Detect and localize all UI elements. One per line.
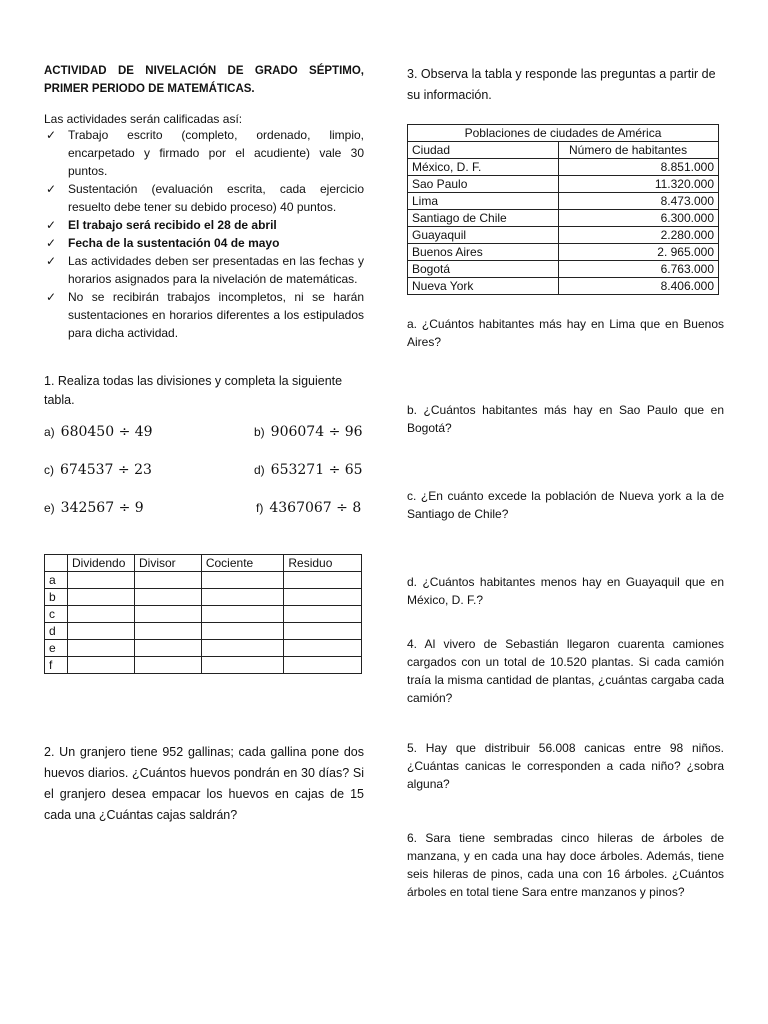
table-row: d	[45, 623, 362, 640]
table-row: Guayaquil 2.280.000	[408, 227, 719, 244]
division-exercises	[44, 424, 364, 544]
table-row: Bogotá 6.763.000	[408, 261, 719, 278]
table-header-cell	[45, 555, 68, 572]
document-title: ACTIVIDAD DE NIVELACIÓN DE GRADO SÉPTIMO, PRIMER PERIODO DE MATEMÁTICAS.	[44, 65, 364, 95]
question-1: 1. Realiza todas las divisiones y completa la siguiente tabla.	[44, 374, 343, 407]
division-item: c) 674537 ÷ 23	[44, 462, 152, 478]
criteria-item: ✓ No se recibirán trabajos incompletos, ni se harán sustentaciones en horarios diferentes a los estipulados para dicha actividad.	[46, 290, 364, 340]
division-item: d) 653271 ÷ 65	[254, 462, 363, 478]
population-table	[407, 124, 719, 295]
criteria-intro: Las actividades serán calificadas así:	[44, 112, 243, 126]
question-3c: c. ¿En cuánto excede la población de Nueva york a la de Santiago de Chile?	[407, 489, 724, 521]
question-3b: b. ¿Cuántos habitantes más hay en Sao Paulo que en Bogotá?	[407, 403, 724, 435]
table-row: b	[45, 589, 362, 606]
table-row: e	[45, 640, 362, 657]
left-column	[44, 62, 364, 826]
table-row: Lima 8.473.000	[408, 193, 719, 210]
check-icon: ✓	[46, 128, 57, 142]
check-icon: ✓	[46, 182, 57, 196]
criteria-item: ✓ Fecha de la sustentación 04 de mayo	[46, 236, 280, 250]
criteria-item: ✓ Trabajo escrito (completo, ordenado, limpio, encarpetado y firmado por el acudiente) vale 30 puntos.	[46, 128, 364, 178]
table-header-cell: Residuo	[284, 555, 362, 572]
question-3: 3. Observa la tabla y responde las preguntas a partir de su información.	[407, 67, 716, 102]
question-3d: d. ¿Cuántos habitantes menos hay en Guayaquil que en México, D. F.?	[407, 575, 724, 607]
table-header-row	[408, 142, 719, 159]
criteria-item: ✓ El trabajo será recibido el 28 de abril	[46, 218, 277, 232]
check-icon: ✓	[46, 290, 57, 304]
division-item: e) 342567 ÷ 9	[44, 500, 144, 516]
criteria-list	[44, 126, 364, 342]
criteria-item: ✓ Sustentación (evaluación escrita, cada ejercicio resuelto debe tener su debido proceso) 40 puntos.	[46, 182, 364, 214]
table-header-cell: Cociente	[201, 555, 284, 572]
check-icon: ✓	[46, 236, 57, 250]
question-6: 6. Sara tiene sembradas cinco hileras de árboles de manzana, y en cada una hay doce árboles. Además, tiene seis hileras de pinos, cada una con 16 árboles. ¿Cuántos árboles en total tiene Sara entre manzanos y pinos?	[407, 831, 724, 899]
table-header-cell: Número de habitantes	[559, 142, 719, 159]
table-row: México, D. F. 8.851.000	[408, 159, 719, 176]
question-2: 2. Un granjero tiene 952 gallinas; cada gallina pone dos huevos diarios. ¿Cuántos huevos pondrán en 30 días? Si el granjero desea empacar los huevos en cajas de 15 cada una ¿Cuántas cajas saldrán?	[44, 745, 364, 822]
table-row: c	[45, 606, 362, 623]
table-header-cell: Divisor	[135, 555, 202, 572]
table-header-cell: Dividendo	[68, 555, 135, 572]
table-row: f	[45, 657, 362, 674]
criteria-item: ✓ Las actividades deben ser presentadas en las fechas y horarios asignados para la nivelación de matemáticas.	[46, 254, 364, 286]
question-5: 5. Hay que distribuir 56.008 canicas entre 98 niños. ¿Cuántas canicas le corresponden a cada niño? ¿sobra alguna?	[407, 741, 724, 791]
division-results-table	[44, 554, 362, 674]
table-caption: Poblaciones de ciudades de América	[408, 125, 719, 142]
table-row: Buenos Aires 2. 965.000	[408, 244, 719, 261]
division-item: f) 4367067 ÷ 8	[256, 500, 362, 516]
table-row: a	[45, 572, 362, 589]
table-header-cell: Ciudad	[408, 142, 559, 159]
division-item: a) 680450 ÷ 49	[44, 424, 153, 440]
question-3a: a. ¿Cuántos habitantes más hay en Lima que en Buenos Aires?	[407, 317, 724, 349]
table-header-row	[45, 555, 362, 572]
table-row: Nueva York 8.406.000	[408, 278, 719, 295]
question-4: 4. Al vivero de Sebastián llegaron cuarenta camiones cargados con un total de 10.520 plantas. Si cada camión traía la misma cantidad de plantas, ¿cuántas cargaba cada camión?	[407, 637, 724, 705]
check-icon: ✓	[46, 254, 57, 268]
table-row: Santiago de Chile 6.300.000	[408, 210, 719, 227]
table-row: Sao Paulo 11.320.000	[408, 176, 719, 193]
division-item: b) 906074 ÷ 96	[254, 424, 363, 440]
check-icon: ✓	[46, 218, 57, 232]
right-column	[407, 64, 724, 901]
